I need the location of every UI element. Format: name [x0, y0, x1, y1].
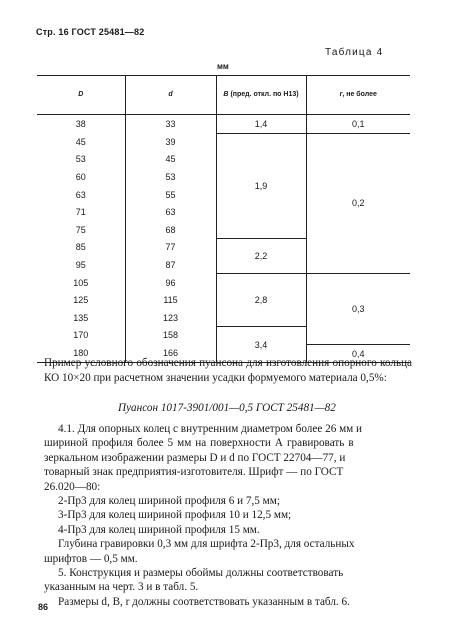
requirements-text — [44, 422, 414, 609]
cell-d: 123 — [125, 309, 216, 327]
dimensions-table — [37, 75, 410, 363]
cell-d: 96 — [125, 274, 216, 292]
cell-d: 39 — [125, 133, 216, 151]
cell-D: 170 — [73, 330, 89, 341]
cell-D: 63 — [75, 189, 86, 200]
cell-D: 95 — [75, 260, 86, 271]
cell-d: 87 — [125, 256, 216, 274]
text-line: шрифтов — 0,5 мм. — [44, 552, 138, 565]
text-line: 2-Пр3 для колец шириной профиля 6 и 7,5 мм; — [58, 495, 280, 508]
text-line: товарный знак предприятия-изготовителя. Шрифт — по ГОСТ — [44, 466, 344, 479]
text-line: 4.1. Для опорных колец с внутренним диаметром более 26 мм и — [58, 423, 363, 435]
text-line: зеркальном изображении размеры D и d по ГОСТ 22704—77, и — [44, 451, 346, 464]
header-D: D — [37, 76, 125, 115]
table-row — [37, 274, 410, 292]
cell-D: 135 — [73, 312, 89, 323]
cell-d: 77 — [125, 239, 216, 257]
example-paragraph: Пример условного обозначения пуансона для изготовления опорного кольца КО 10×20 при расчетном значении усадки формуемого материала 0,5%: — [44, 357, 412, 384]
text-line: 5. Конструкция и размеры обоймы должны соответствовать — [58, 567, 344, 580]
cell-D: 180 — [73, 348, 89, 359]
cell-B: 3,4 — [216, 327, 306, 363]
page-header: Стр. 16 ГОСТ 25481—82 — [36, 27, 145, 37]
cell-d: 115 — [125, 291, 216, 309]
cell-d: 33 — [125, 115, 216, 134]
header-r: r, не более — [306, 76, 410, 115]
cell-r: 0,2 — [306, 133, 410, 274]
cell-D: 75 — [75, 224, 86, 235]
designation-example: Пуансон 1017-3901/001—0,5 ГОСТ 25481—82 — [118, 402, 336, 414]
cell-D: 105 — [73, 277, 89, 288]
table-row — [37, 133, 410, 151]
cell-r: 0,1 — [306, 115, 410, 134]
table-caption: Таблица 4 — [325, 47, 384, 58]
text-line: 26.020—80: — [44, 480, 101, 493]
cell-d: 158 — [125, 327, 216, 345]
cell-D: 71 — [75, 207, 86, 218]
table-unit: мм — [217, 62, 229, 71]
cell-d: 68 — [125, 221, 216, 239]
cell-r: 0,3 — [306, 274, 410, 344]
text-line: Глубина гравировки 0,3 мм для шрифта 2-Пр3, для остальных — [58, 538, 355, 551]
cell-D: 125 — [73, 295, 89, 306]
cell-D: 85 — [75, 242, 86, 253]
cell-B: 1,4 — [216, 115, 306, 134]
text-line: 3-Пр3 для колец шириной профиля 10 и 12,5 мм; — [58, 509, 292, 522]
text-line: указанным на черт. 3 и в табл. 5. — [44, 581, 199, 594]
cell-d: 53 — [125, 168, 216, 186]
cell-B: 2,2 — [216, 239, 306, 274]
page-number: 86 — [38, 602, 49, 612]
cell-D: 53 — [75, 154, 86, 165]
cell-B: 2,8 — [216, 274, 306, 327]
table-header-row — [37, 76, 410, 115]
cell-B: 1,9 — [216, 133, 306, 239]
cell-r: 0,4 — [306, 344, 410, 363]
text-line: Размеры d, B, r должны соответствовать указанным в табл. 6. — [58, 595, 350, 608]
text-line: 4-Пр3 для колец шириной профиля 15 мм. — [58, 523, 260, 536]
cell-D: 45 — [75, 136, 86, 147]
cell-D: 60 — [75, 172, 86, 183]
cell-d: 55 — [125, 186, 216, 204]
cell-d: 63 — [125, 203, 216, 221]
cell-d: 166 — [125, 344, 216, 363]
cell-D: 38 — [75, 119, 86, 130]
header-B: B (пред. откл. по Н13) — [216, 76, 306, 115]
header-d: d — [125, 76, 216, 115]
cell-d: 45 — [125, 151, 216, 169]
table-row — [37, 115, 410, 134]
text-line: шириной профиля более 5 мм на поверхности А гравировать в — [44, 437, 354, 450]
